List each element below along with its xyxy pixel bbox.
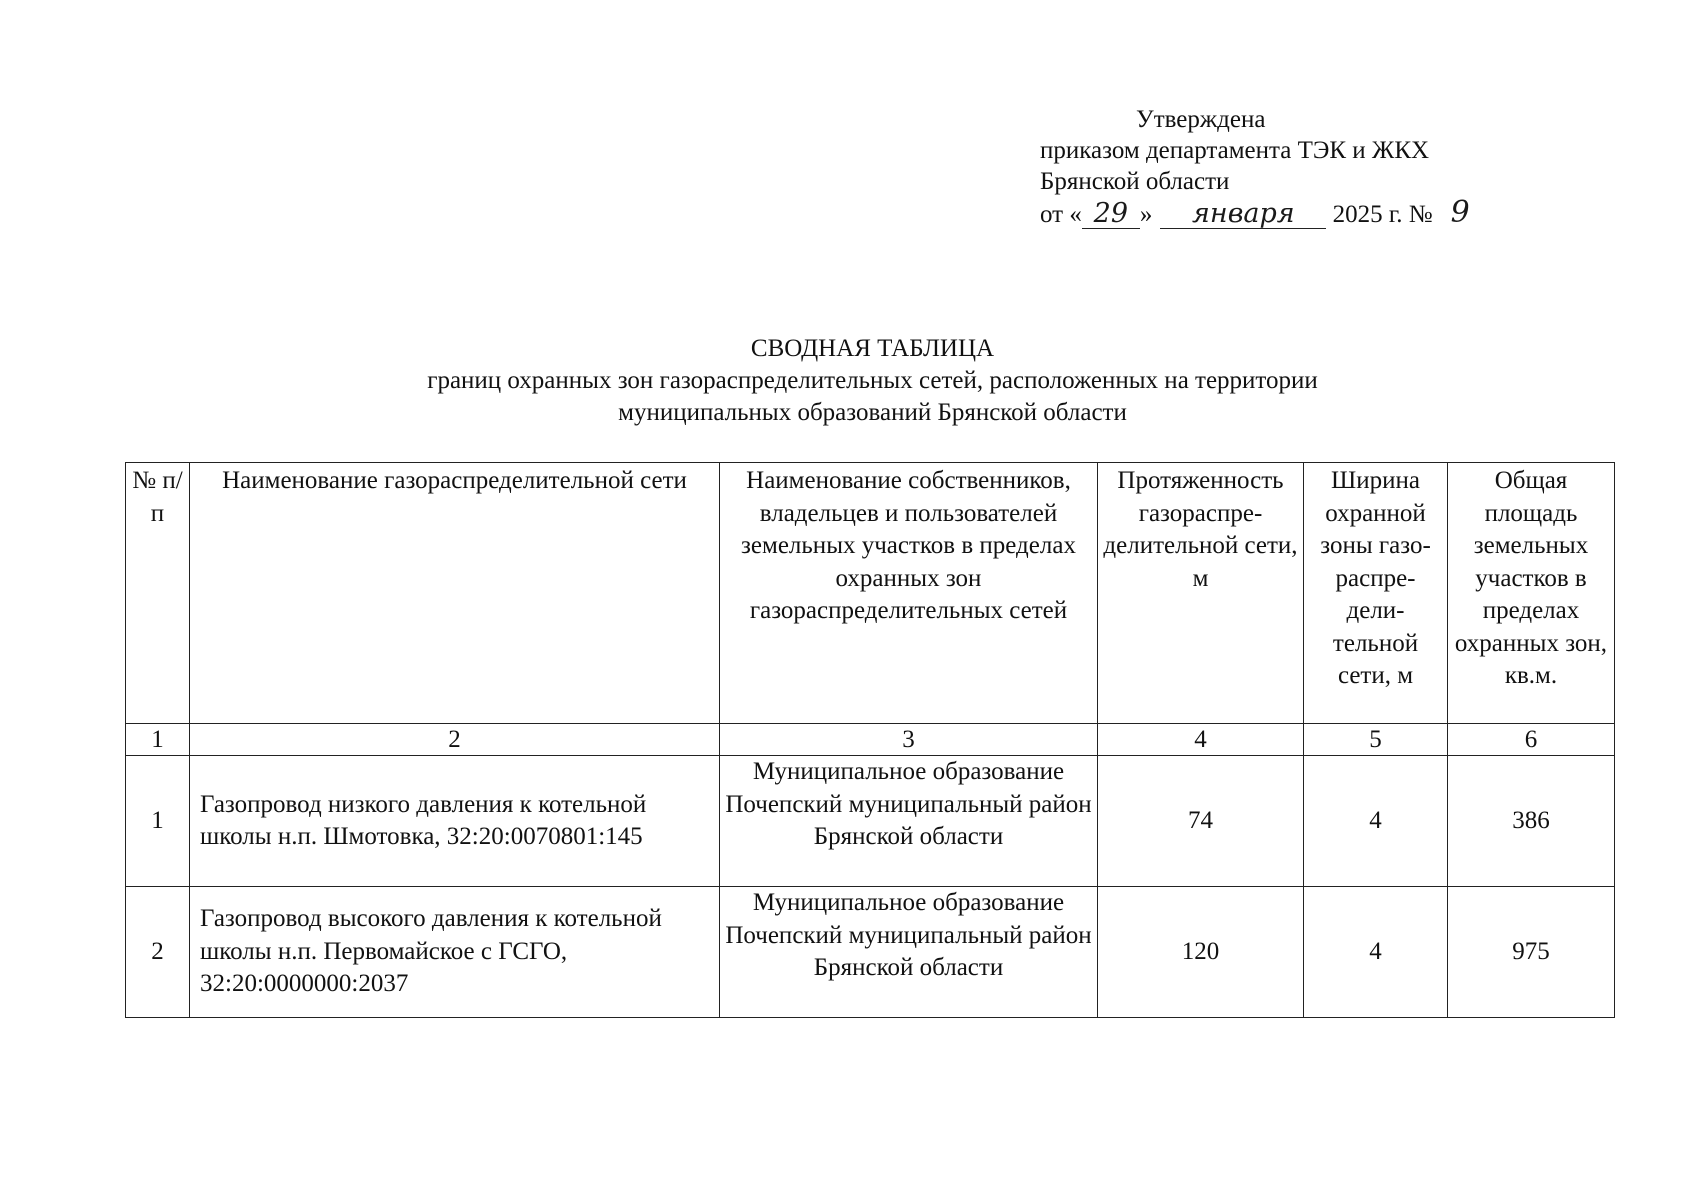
document-title — [0, 333, 1690, 429]
title-subline-2: муниципальных образований Брянской области — [618, 399, 1127, 426]
title-subline-1: границ охранных зон газораспределительных сетей, расположенных на территории — [427, 367, 1318, 394]
column-numbers-row — [126, 724, 1615, 756]
header-number: № п/п — [126, 463, 190, 724]
date-prefix: от « — [1040, 201, 1082, 228]
column-number: 4 — [1098, 724, 1304, 756]
approval-date-line — [1040, 197, 1470, 230]
approval-title: Утверждена — [1136, 106, 1266, 133]
date-year: 2025 г. — [1332, 201, 1403, 228]
column-number: 6 — [1448, 724, 1615, 756]
network-name-cell: Газопровод высокого давления к котельной школы н.п. Первомайское с ГСГО, 32:20:0000000:2037 — [190, 887, 720, 1018]
title-heading: СВОДНАЯ ТАБЛИЦА — [750, 335, 995, 362]
row-number: 1 — [126, 756, 190, 887]
table-row — [126, 887, 1615, 1018]
date-day-field — [1082, 198, 1140, 229]
owner-cell: Муниципальное образование Почепский муниципальный район Брянской области — [720, 887, 1098, 1018]
owner-cell: Муниципальное образование Почепский муниципальный район Брянской области — [720, 756, 1098, 887]
column-number: 2 — [190, 724, 720, 756]
date-quote-close: » — [1139, 201, 1153, 228]
header-network-name: Наименование газораспределительной сети — [190, 463, 720, 724]
zone-width-cell: 4 — [1304, 887, 1448, 1018]
summary-table — [125, 462, 1615, 1018]
column-number: 3 — [720, 724, 1098, 756]
date-month-handwritten: января — [1192, 198, 1295, 229]
header-owners: Наименование собственников, владельцев и пользователей земельных участков в пределах охранных зон газораспределительных сетей — [720, 463, 1098, 724]
number-sign: № — [1408, 201, 1433, 228]
length-cell: 74 — [1098, 756, 1304, 887]
column-number: 5 — [1304, 724, 1448, 756]
approval-order-line: приказом департамента ТЭК и ЖКХ — [1040, 137, 1430, 164]
header-length: Протяженность газораспре-делительной сети, м — [1098, 463, 1304, 724]
column-number: 1 — [126, 724, 190, 756]
area-cell: 975 — [1448, 887, 1615, 1018]
approval-block — [1040, 104, 1470, 230]
header-row — [126, 463, 1615, 724]
date-month-field — [1160, 198, 1326, 229]
header-zone-width: Ширина охранной зоны газо-распре-дели-тельной сети, м — [1304, 463, 1448, 724]
order-number-handwritten: 9 — [1450, 195, 1470, 230]
row-number: 2 — [126, 887, 190, 1018]
table-row — [126, 756, 1615, 887]
header-total-area: Общая площадь земельных участков в пределах охранных зон, кв.м. — [1448, 463, 1615, 724]
approval-region-line: Брянской области — [1040, 168, 1230, 195]
zone-width-cell: 4 — [1304, 756, 1448, 887]
area-cell: 386 — [1448, 756, 1615, 887]
length-cell: 120 — [1098, 887, 1304, 1018]
date-day-handwritten: 29 — [1093, 198, 1129, 229]
network-name-cell: Газопровод низкого давления к котельной школы н.п. Шмотовка, 32:20:0070801:145 — [190, 756, 720, 887]
